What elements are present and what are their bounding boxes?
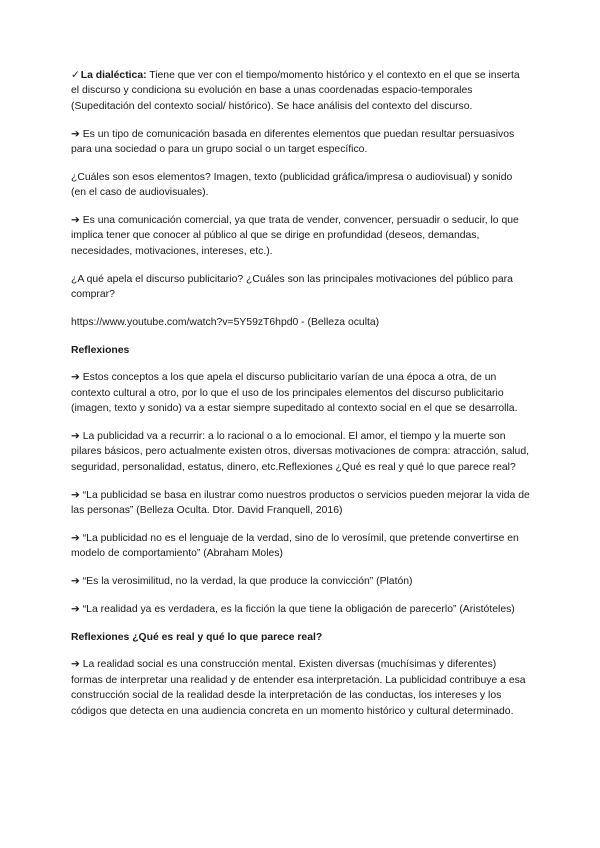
checkmark-icon: ✓ <box>71 70 80 81</box>
paragraph-text: “La publicidad se basa en ilustrar como nuestros productos o servicios pueden mejorar la vida de las personas” (Belleza Oculta. Dtor. David Franquell, 2016) <box>71 489 530 517</box>
paragraph-quote-aristoteles <box>71 602 530 617</box>
paragraph-text: Es una comunicación comercial, ya que trata de vender, convencer, persuadir o seducir, lo que implica tener que conocer al público al que se dirige en profundidad (deseos, demandas, necesidades, motivaciones, intereses, etc.). <box>71 215 519 257</box>
arrow-icon: ➔ <box>71 576 80 588</box>
paragraph-elementos <box>71 170 530 201</box>
paragraph-pregunta <box>71 272 530 303</box>
paragraph-conceptos <box>71 370 530 416</box>
arrow-icon: ➔ <box>71 431 80 443</box>
paragraph-link <box>71 315 530 330</box>
paragraph-realidad-social <box>71 657 530 719</box>
arrow-icon: ➔ <box>71 489 80 501</box>
arrow-icon: ➔ <box>71 128 80 140</box>
video-link[interactable]: https://www.youtube.com/watch?v=5Y59zT6hpd0 - (Belleza oculta) <box>71 316 380 328</box>
paragraph-text: La realidad social es una construcción mental. Existen diversas (muchísimas y diferentes) formas de interpretar una realidad y de entender esa interpretación. La publicidad contribuye a esa construcción social de la realidad desde la interpretación de las conductas, los intereses y los códigos que detecta en una audiencia concreta en un momento histórico y cultural determinado. <box>71 659 526 717</box>
paragraph-quote-platon <box>71 574 530 589</box>
paragraph-comunicacion <box>71 127 530 158</box>
arrow-icon: ➔ <box>71 215 80 227</box>
arrow-icon: ➔ <box>71 532 80 544</box>
paragraph-text: La publicidad va a recurrir: a lo racional o a lo emocional. El amor, el tiempo y la muerte son pilares básicos, pero actualmente existen otros, diversas motivaciones de compra: atracción, salud, seguridad, personalidad, estatus, dinero, etc.Reflexiones ¿Qué es real y qué lo que parece real? <box>71 431 529 473</box>
paragraph-text: “La publicidad no es el lenguaje de la verdad, sino de lo verosímil, que pretende convertirse en modelo de comportamiento” (Abraham Moles) <box>71 532 519 560</box>
paragraph-dialectica <box>71 68 530 114</box>
paragraph-recurrir <box>71 429 530 475</box>
paragraph-text: Es un tipo de comunicación basada en diferentes elementos que puedan resultar persuasivos para una sociedad o para un grupo social o un target específico. <box>71 128 515 156</box>
paragraph-text: “La realidad ya es verdadera, es la ficción la que tiene la obligación de parecerlo” (Aristóteles) <box>82 603 515 615</box>
paragraph-text: “Es la verosimilitud, no la verdad, la que produce la convicción” (Platón) <box>82 576 413 588</box>
section-heading-reflexiones: Reflexiones <box>71 344 130 356</box>
arrow-icon: ➔ <box>71 659 80 671</box>
paragraph-text: ¿Cuáles son esos elementos? Imagen, texto (publicidad gráfica/impresa o audiovisual) y sonido (en el caso de audiovisuales). <box>71 171 513 199</box>
arrow-icon: ➔ <box>71 372 80 384</box>
paragraph-text: ¿A qué apela el discurso publicitario? ¿Cuáles son las principales motivaciones del público para comprar? <box>71 273 513 301</box>
term-label: La dialéctica: <box>80 70 147 81</box>
paragraph-quote-moles <box>71 531 530 562</box>
paragraph-text: Tiene que ver con el tiempo/momento histórico y el contexto en el que se inserta el discurso y condiciona su evolución en base a unas coordenadas espacio-temporales (Supeditación del contexto social/ histórico). Se hace análisis del contexto del discurso. <box>71 70 520 112</box>
section-heading-real: Reflexiones ¿Qué es real y qué lo que parece real? <box>71 631 323 643</box>
paragraph-comercial <box>71 213 530 259</box>
arrow-icon: ➔ <box>71 603 80 615</box>
paragraph-text: Estos conceptos a los que apela el discurso publicitario varían de una época a otra, de un contexto cultural a otro, por lo que el uso de los principales elementos del discurso publicitario (imagen, texto y sonido) va a estar siempre supeditado al contexto social en el que se desarrolla. <box>71 372 518 415</box>
paragraph-quote-belleza <box>71 488 530 519</box>
